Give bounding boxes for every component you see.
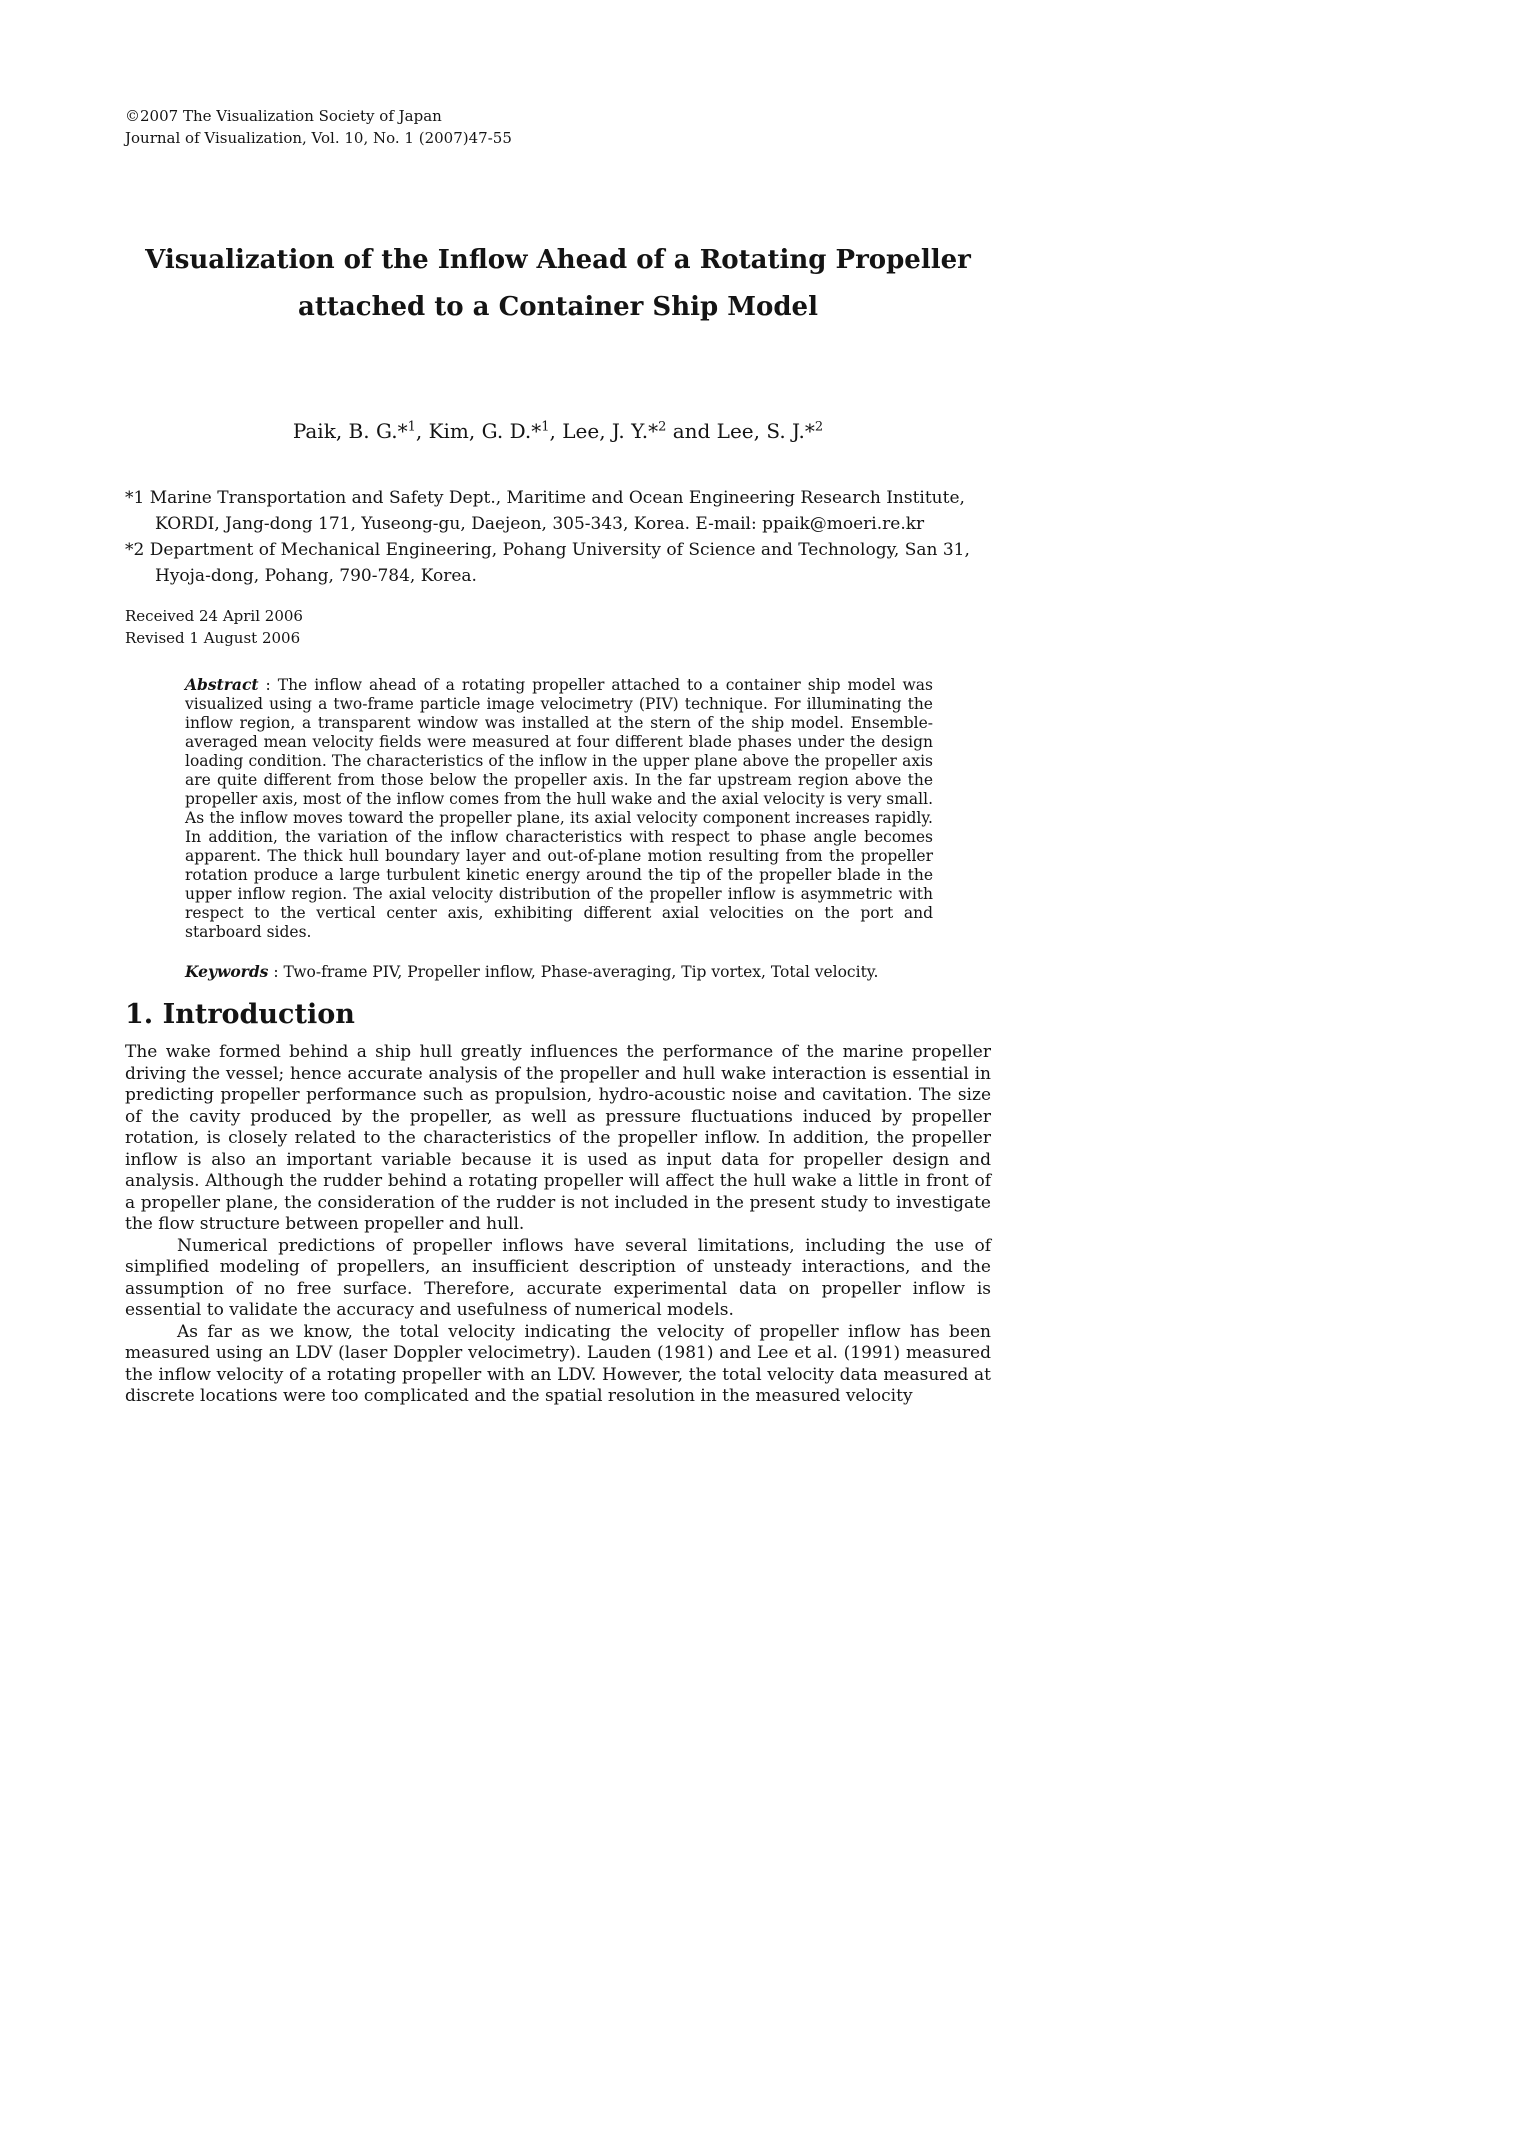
author-affiliation-marker: 1	[541, 419, 550, 435]
journal-citation-line: Journal of Visualization, Vol. 10, No. 1 (2007)47-55	[125, 129, 512, 147]
author-segment: Paik, B. G.*	[292, 419, 408, 443]
journal-header	[125, 0, 991, 149]
manuscript-dates	[125, 605, 991, 649]
abstract-label: Abstract	[185, 675, 259, 694]
abstract-separator: :	[258, 676, 278, 694]
paper-title	[125, 237, 991, 331]
section-heading-introduction: 1. Introduction	[125, 999, 355, 1030]
page-content	[125, 0, 991, 1408]
affiliation-2: *2 Department of Mechanical Engineering, Pohang University of Science and Technology, San 31, Hyoja-dong, Pohang, 790-784, Korea.	[125, 540, 970, 586]
author-affiliation-marker: 2	[658, 419, 667, 435]
copyright-line: ©2007 The Visualization Society of Japan	[125, 107, 442, 125]
affiliation-1: *1 Marine Transportation and Safety Dept., Maritime and Ocean Engineering Research Institute, KORDI, Jang-dong 171, Yuseong-gu, Daejeon, 305-343, Korea. E-mail: ppaik@moeri.re.kr	[125, 488, 965, 534]
keywords-label: Keywords	[185, 962, 269, 981]
abstract	[185, 675, 933, 942]
author-segment: , Lee, J. Y.*	[549, 419, 659, 443]
affiliations	[125, 485, 991, 589]
introduction-paragraph-1: The wake formed behind a ship hull greatly influences the performance of the marine propeller driving the vessel; hence accurate analysis of the propeller and hull wake interaction is essential in predicting propeller performance such as propulsion, hydro-acoustic noise and cavitation. The size of the cavity produced by the propeller, as well as pressure fluctuations induced by propeller rotation, is closely related to the characteristics of the propeller inflow. In addition, the propeller inflow is also an important variable because it is used as input data for propeller design and analysis. Although the rudder behind a rotating propeller will affect the hull wake a little in front of a propeller plane, the consideration of the rudder is not included in the present study to investigate the flow structure between propeller and hull.	[125, 1042, 991, 1234]
paper-title-line-1: Visualization of the Inflow Ahead of a Rotating Propeller	[145, 245, 971, 275]
introduction-paragraph-3: As far as we know, the total velocity indicating the velocity of propeller inflow has been measured using an LDV (laser Doppler velocimetry). Lauden (1981) and Lee et al. (1991) measured the inflow velocity of a rotating propeller with an LDV. However, the total velocity data measured at discrete locations were too complicated and the spatial resolution in the measured velocity	[125, 1321, 991, 1406]
paper-title-line-2: attached to a Container Ship Model	[298, 292, 818, 322]
author-affiliation-marker: 2	[814, 419, 824, 435]
revised-date: Revised 1 August 2006	[125, 629, 301, 647]
author-segment: and Lee, S. J.*	[666, 419, 815, 443]
received-date: Received 24 April 2006	[125, 607, 303, 625]
abstract-text: The inflow ahead of a rotating propeller attached to a container ship model was visualized using a two-frame particle image velocimetry (PIV) technique. For illuminating the inflow region, a transparent window was installed at the stern of the ship model. Ensemble-averaged mean velocity fields were measured at four different blade phases under the design loading condition. The characteristics of the inflow in the upper plane above the propeller axis are quite different from those below the propeller axis. In the far upstream region above the propeller axis, most of the inflow comes from the hull wake and the axial velocity is very small. As the inflow moves toward the propeller plane, its axial velocity component increases rapidly. In addition, the variation of the inflow characteristics with respect to phase angle becomes apparent. The thick hull boundary layer and out-of-plane motion resulting from the propeller rotation produce a large turbulent kinetic energy around the tip of the propeller blade in the upper inflow region. The axial velocity distribution of the propeller inflow is asymmetric with respect to the vertical center axis, exhibiting different axial velocities on the port and starboard sides.	[185, 676, 933, 941]
introduction-paragraph-2: Numerical predictions of propeller inflows have several limitations, including the use of simplified modeling of propellers, an insufficient description of unsteady interactions, and the assumption of no free surface. Therefore, accurate experimental data on propeller inflow is essential to validate the accuracy and usefulness of numerical models.	[125, 1235, 991, 1320]
keywords-separator: :	[268, 963, 284, 981]
keywords-text: Two-frame PIV, Propeller inflow, Phase-averaging, Tip vortex, Total velocity.	[283, 963, 879, 981]
keywords	[185, 962, 933, 982]
authors-line	[125, 417, 991, 445]
author-affiliation-marker: 1	[407, 419, 416, 435]
author-segment: , Kim, G. D.*	[415, 419, 542, 443]
